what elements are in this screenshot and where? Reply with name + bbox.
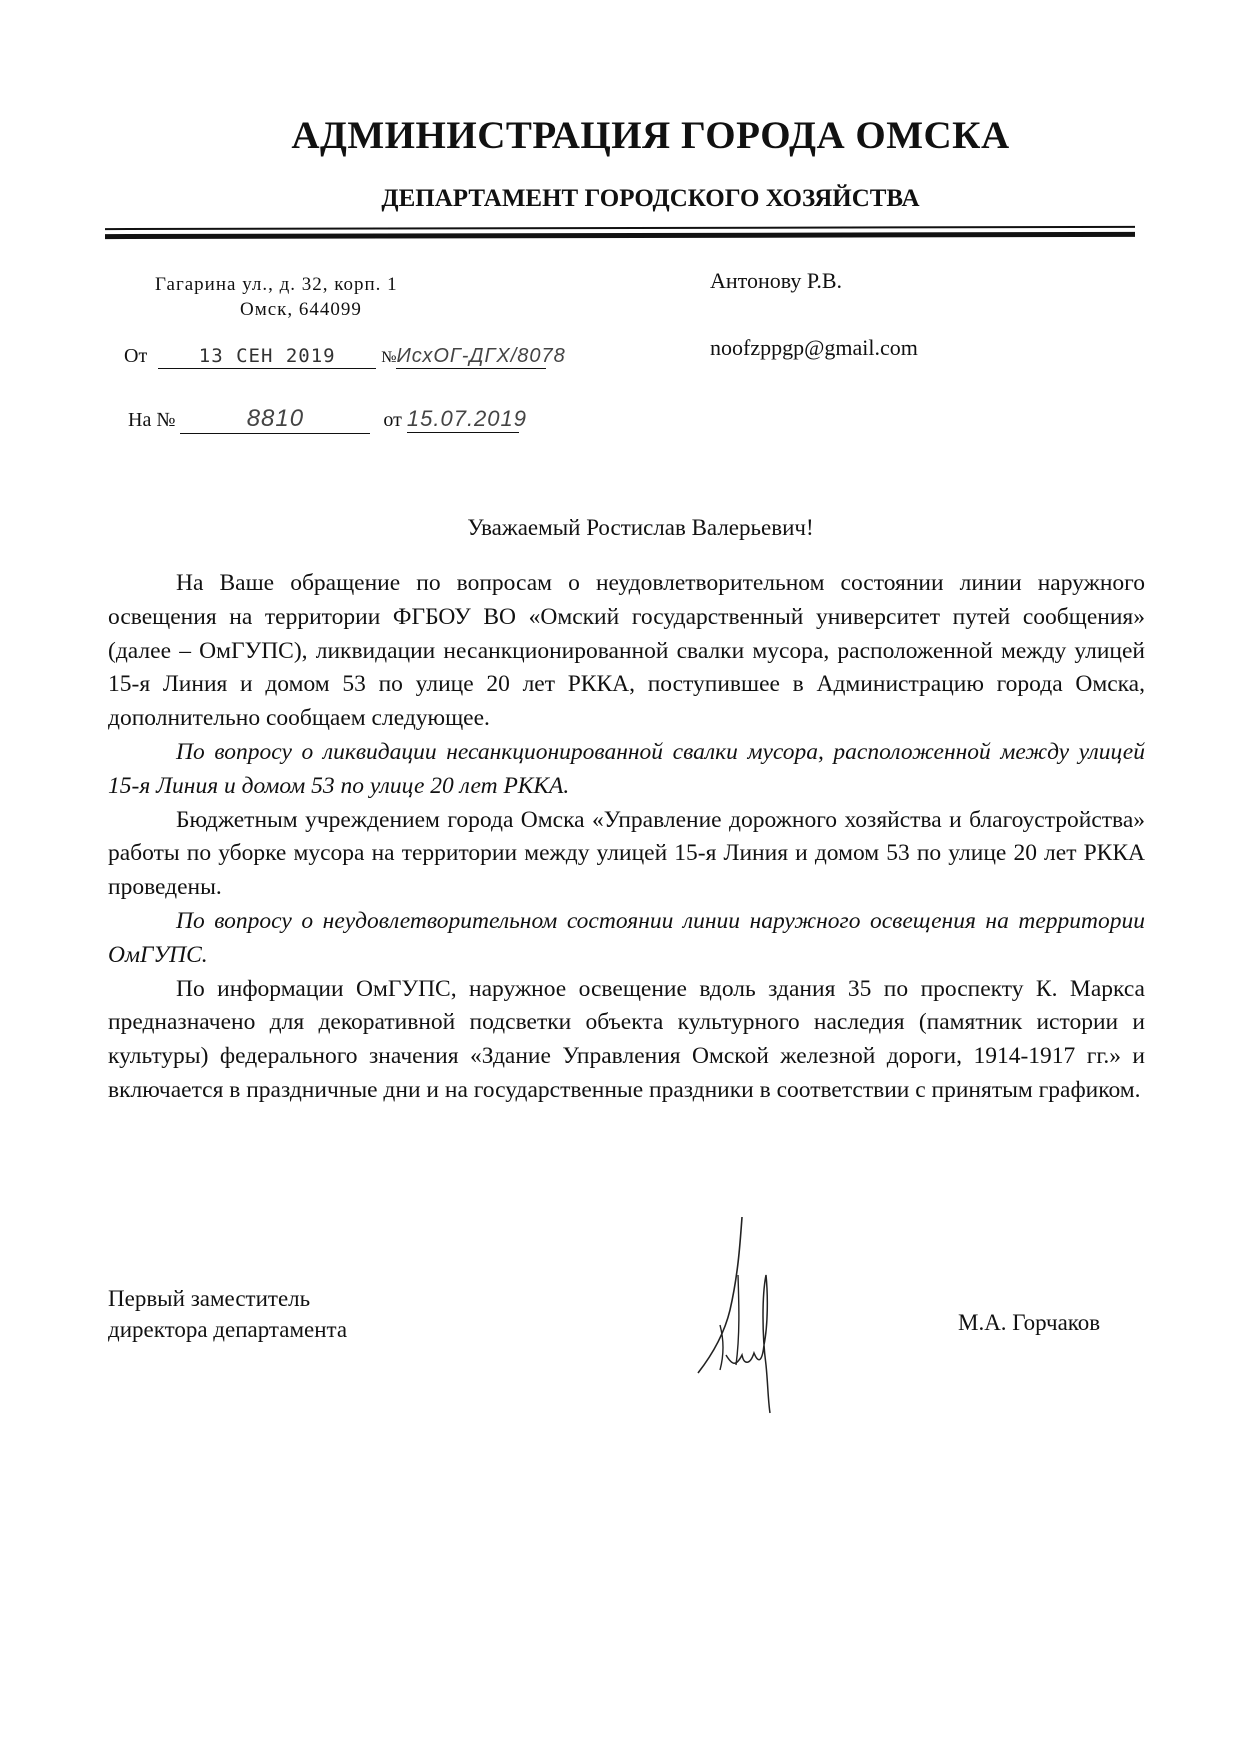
body-subheading-dump: По вопросу о ликвидации несанкционированной свалки мусора, расположенной между улицей 15-я Линия и домом 53 по улице 20 лет РККА. bbox=[108, 738, 1145, 799]
address-line-street: Гагарина ул., д. 32, корп. 1 bbox=[155, 274, 398, 295]
organization-title: АДМИНИСТРАЦИЯ ГОРОДА ОМСКА bbox=[291, 114, 1010, 157]
reply-date-field: 15.07.2019 bbox=[406, 406, 527, 431]
address-line-city: Омск, 644099 bbox=[240, 299, 362, 320]
salutation: Уважаемый Ростислав Валерьевич! bbox=[467, 515, 814, 540]
outgoing-registration-row bbox=[124, 345, 566, 369]
department-title: ДЕПАРТАМЕНТ ГОРОДСКОГО ХОЗЯЙСТВА bbox=[381, 185, 920, 212]
signatory-title bbox=[108, 1283, 347, 1345]
reply-date-label: от bbox=[383, 409, 402, 431]
reply-to-label: На № bbox=[128, 409, 176, 431]
outgoing-number-field: ИсхОГ-ДГХ/8078 bbox=[396, 345, 566, 367]
number-sign: № bbox=[381, 349, 397, 366]
reply-reference-row bbox=[128, 405, 527, 434]
header-rule-thin bbox=[105, 226, 1135, 230]
handwritten-signature-icon bbox=[690, 1215, 810, 1415]
signatory-title-line2: директора департамента bbox=[108, 1317, 348, 1342]
letter-body bbox=[108, 567, 1145, 1108]
body-paragraph-intro: На Ваше обращение по вопросам о неудовлетворительном состоянии линии наружного освещения на территории ФГБОУ ВО «Омский государственный университет путей сообщения» (далее – ОмГУПС), ликвидации несанкционированной свалки мусора, расположенной между улицей 15-я Линия и домом 53 по улице 20 лет РККА, поступившее в Администрацию города Омска, дополнительно сообщаем следующее. bbox=[108, 570, 1145, 732]
sender-address bbox=[155, 272, 398, 322]
reply-to-number-field: 8810 bbox=[180, 405, 370, 434]
recipient-name: Антонову Р.В. bbox=[710, 268, 843, 293]
body-paragraph-dump-answer: Бюджетным учреждением города Омска «Управление дорожного хозяйства и благоустройства» работы по уборке мусора на территории между улицей 15-я Линия и домом 53 по улице 20 лет РККА проведены. bbox=[108, 806, 1145, 901]
signatory-name: М.А. Горчаков bbox=[958, 1310, 1101, 1335]
signatory-title-line1: Первый заместитель bbox=[108, 1286, 311, 1311]
body-paragraph-lighting-answer: По информации ОмГУПС, наружное освещение вдоль здания 35 по проспекту К. Маркса предназначено для декоративной подсветки объекта культурного наследия (памятник истории и культуры) федерального значения «Здание Управления Омской железной дороги, 1914-1917 гг.» и включается в праздничные дни и на государственные праздники в соответствии с принятым графиком. bbox=[108, 975, 1145, 1103]
header-rule-thick bbox=[105, 232, 1135, 239]
body-subheading-lighting: По вопросу о неудовлетворительном состоянии линии наружного освещения на территории ОмГУПС. bbox=[108, 907, 1145, 968]
outgoing-date-field bbox=[158, 345, 376, 369]
outgoing-date-stamp: 13 СЕН 2019 bbox=[198, 345, 336, 367]
from-label: От bbox=[124, 345, 148, 367]
recipient-email: noofzppgp@gmail.com bbox=[710, 335, 918, 360]
